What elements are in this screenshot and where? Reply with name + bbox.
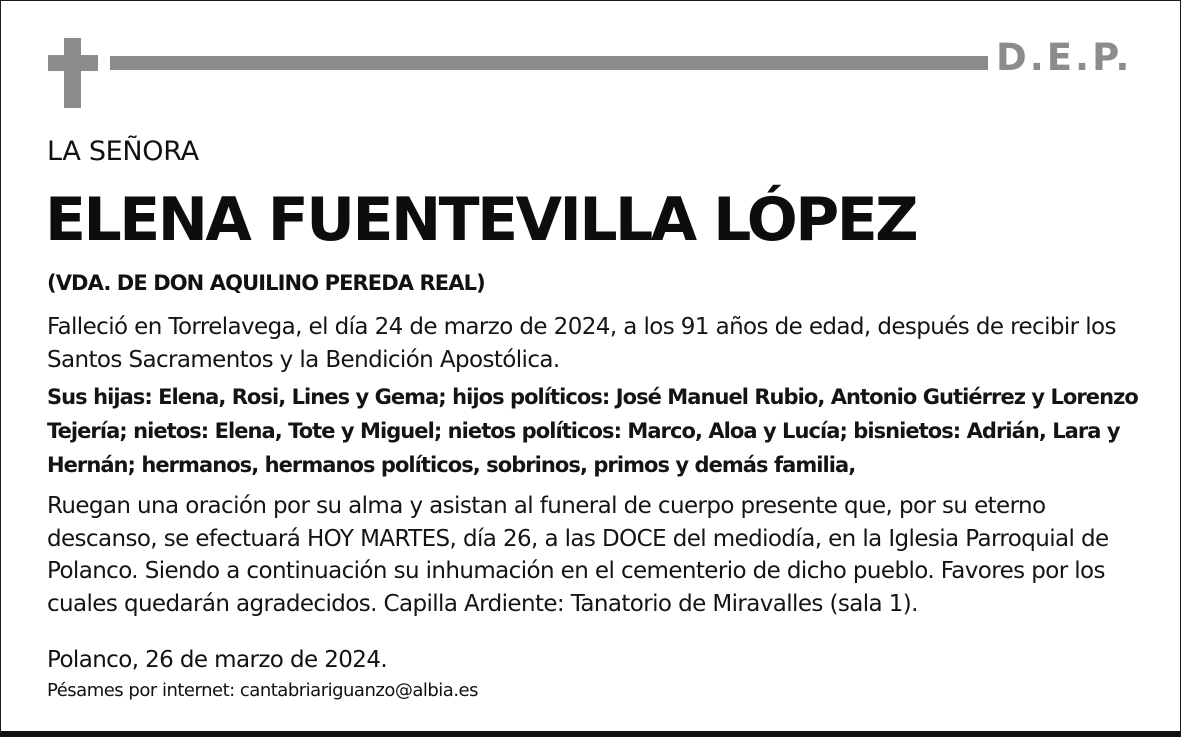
cross-horizontal-bar [48, 55, 98, 71]
deceased-name: ELENA FUENTEVILLA LÓPEZ [45, 185, 917, 255]
header-rule [110, 56, 988, 70]
cross-vertical-bar [64, 38, 81, 108]
family-paragraph: Sus hijas: Elena, Rosi, Lines y Gema; hijos políticos: José Manuel Rubio, Antonio Gutiérrez y Lorenzo Tejería; nietos: Elena, Tote y Miguel; nietos políticos: Marco, Aloa y Lucía; bisnietos: Adrián, Lara y Hernán; hermanos, hermanos políticos, sobrinos, primos y demás familia, [47, 385, 1138, 477]
widow-of-line: (VDA. DE DON AQUILINO PEREDA REAL) [47, 271, 485, 295]
place-date: Polanco, 26 de marzo de 2024. [47, 647, 388, 673]
condolences-line: Pésames por internet: cantabriariguanzo@albia.es [47, 680, 478, 701]
death-paragraph: Falleció en Torrelavega, el día 24 de marzo de 2024, a los 91 años de edad, después de recibir los Santos Sacramentos y la Bendición Apostólica. [47, 314, 1116, 373]
title-prefix: LA SEÑORA [47, 136, 199, 167]
dep-label: D.E.P. [996, 36, 1133, 79]
funeral-paragraph: Ruegan una oración por su alma y asistan al funeral de cuerpo presente que, por su eterno descanso, se efectuará HOY MARTES, día 26, a las DOCE del mediodía, en la Iglesia Parroquial de Polanco. Siendo a continuación su inhumación en el cementerio de dicho pueblo. Favores por los cuales quedarán agradecidos. Capilla Ardiente: Tanatorio de Miravalles (sala 1). [47, 493, 1109, 617]
